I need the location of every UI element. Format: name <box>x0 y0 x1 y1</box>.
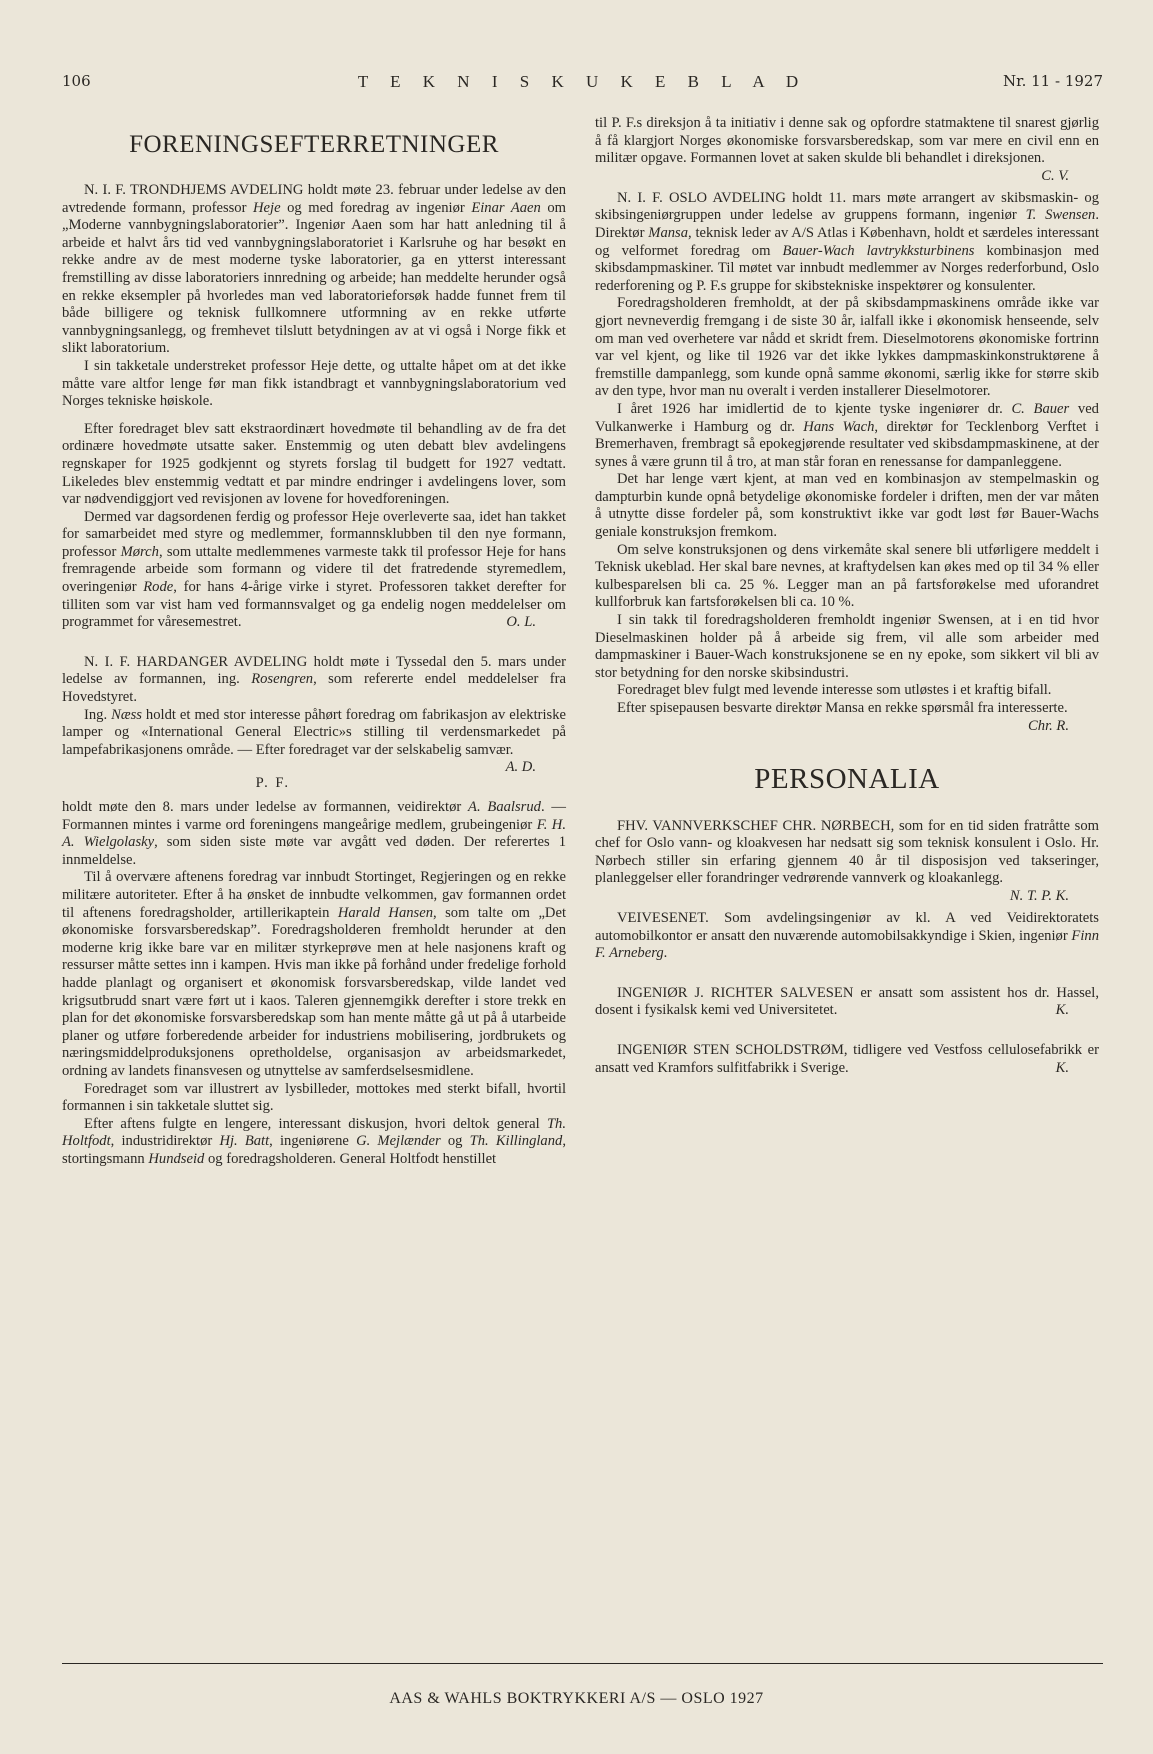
oslo-paragraph-8: Efter spisepausen besvarte direktør Mansa en rekke spørsmål fra interesserte. Chr. R. <box>595 700 1099 718</box>
page-header <box>62 72 1103 100</box>
right-column <box>595 115 1099 1077</box>
hardanger-paragraph-2: Ing. Næss holdt et med stor interesse påhørt foredrag om fabrikasjon av elektriske lamper og «International General Electric»s stilling til verdensmarkedet på lampefabrikasjonens område. — Efter foredraget var der selskabelig samvær. A. D. <box>62 706 566 776</box>
oslo-paragraph-4: Det har lenge vært kjent, at man ved en kombinasjon av stempelmaskin og dampturbin kunde opnå betydelige økonomiske fordeler i driften, men der var måten å utnytte disse fordeler på, som konstruktivt ikke var godt løst før Bauer-Wachs geniale konstruksjon fremkom. <box>595 471 1099 541</box>
pf-paragraph-1: holdt møte den 8. mars under ledelse av formannen, veidirektør A. Baalsrud. — Formannen mintes i varme ord foreningens mangeårige medlem, grubeingeniør F. H. A. Wielgolasky, som siden siste møte var avgått ved døden. Der referertes 1 innmeldelse. <box>62 799 566 868</box>
left-column <box>62 115 566 1168</box>
trondhjem-paragraph-3: Efter foredraget blev satt ekstraordinært hovedmøte til behandling av de fra det ordinære hovedmøte utsatte saker. Enstemmig og uten debatt blev avdelingens regnskaper for 1925 godkjennt og styrets forslag til budgett for 1927 vedtatt. Likeledes blev enstemmig vedtatt et par mindre endringer i avdelingens lover, som var nødvendiggjort ved revisjonen av lovene for hovedforeningen. <box>62 420 566 508</box>
pf-paragraph-3: Foredraget som var illustrert av lysbilleder, mottokes med sterkt bifall, hvortil formannen i sin takketale sluttet sig. <box>62 1080 566 1115</box>
trondhjem-paragraph-4: Dermed var dagsordenen ferdig og professor Heje overleverte saa, idet han takket for samarbeidet med styre og medlemmer, formannsklubben til den nye formann, professor Mørch, som uttalte medlemmenes varmeste takk til professor Heje for hans fremragende arbeide som formann og videre til det fratredende styremedlem, overingeniør Rode, for hans 4-årige virke i styret. Professoren takket derefter for tilliten som var vist ham ved formannsvalget og ga endelig nogen meddelelser om programmet for våresemestret. O. L. <box>62 508 566 631</box>
trondhjem-paragraph-1: N. I. F. TRONDHJEMS AVDELING holdt møte 23. februar under ledelse av den avtredende formann, professor Heje og med foredrag av ingeniør Einar Aaen om „Moderne vannbygningslaboratorier”. Ingeniør Aaen som har hatt anledning til å arbeide et halvt års tid ved vannbygningslaboratoriet i Karlsruhe og har besøkt en rekke andre av de mest moderne tyske laboratorier, ga en ytterst interessant fremstilling av disse laboratoriers innredning og arbeide; han meddelte herunder også en rekke eksempler på hvorledes man ved laboratorieforsøk hadde funnet frem til både billigere og teknisk fullkomnere utformning av en rekke utførte vannbygningsanlegg, og fremhevet tilslutt betydningen av at vi også i Norge fikk et slikt laboratorium. <box>62 182 566 357</box>
trondhjem-paragraph-2: I sin takketale understreket professor Heje dette, og uttalte håpet om at det ikke måtte vare altfor lenge før man fikk istandbragt et vannbygningslaboratorium ved Norges tekniske høiskole. <box>62 357 566 410</box>
oslo-paragraph-1: N. I. F. OSLO AVDELING holdt 11. mars møte arrangert av skibsmaskin- og skibsingeniørgruppen under ledelse av gruppens formann, ingeniør T. Swensen. Direktør Mansa, teknisk leder av A/S Atlas i København, holdt et særdeles interessant og velformet foredrag om Bauer-Wach lavtrykksturbinens kombinasjon med skibsdampmaskiner. Til møtet var innbudt medlemmer av Norges rederforbund, Oslo rederforening og P. F.s gruppe for skibstekniske inspektører og konsulenter. <box>595 189 1099 294</box>
oslo-paragraph-2: Foredragsholderen fremholdt, at der på skibsdampmaskinens område ikke var gjort nevneverdig fremgang i de siste 30 år, ialfall ikke i økonomisk henseende, selv om man ved overhetere var nådd et skridt frem. Dieselmotorens økonomiske fortrinn var vel kjent, og like til 1926 var det ikke lykkes dampmaskinkonstruktørene å fremstille dampanlegg, som kunde opnå samme økonomi, særlig ikke for større skib av den type, hvor man nu overalt i verden installerer Dieselmotorer. <box>595 295 1099 400</box>
personalia-item-salvesen: INGENIØR J. RICHTER SALVESEN er ansatt som assistent hos dr. Hassel, dosent i fysikalsk kemi ved Universitetet. K. <box>595 984 1099 1019</box>
pf-paragraph-4: Efter aftens fulgte en lengere, interessant diskusjon, hvori deltok general Th. Holtfodt, industridirektør Hj. Batt, ingeniørene G. Mejlænder og Th. Killingland, stortingsmann Hundseid og foredragsholderen. General Holtfodt henstillet <box>62 1115 566 1167</box>
signature: O. L. <box>506 614 536 631</box>
signature: N. T. P. K. <box>1009 887 1069 904</box>
hardanger-paragraph-1: N. I. F. HARDANGER AVDELING holdt møte i Tyssedal den 5. mars under ledelse av formannen, ing. Rosengren, som refererte endel meddelelser fra Hovedstyret. <box>62 653 566 706</box>
oslo-paragraph-6: I sin takk til foredragsholderen fremholdt ingeniør Swensen, at i en tid hvor Dieselmaskinen holder på å arbeide sig frem, vil alle som arbeider med dampmaskiner i Bauer-Wach konstruksjonene se en ny epoke, som sikkert vil bli av stor betydning for den norske skibsindustri. <box>595 612 1099 681</box>
pf-heading: P. F. <box>255 775 290 792</box>
personalia-item-norbech: FHV. VANNVERKSCHEF CHR. NØRBECH, som for en tid siden fratråtte som chef for Oslo vann- og kloakvesen har nedsatt sig som teknisk konsulent i Oslo. Hr. Nørbech stiller sin erfaring gjennem 40 år til disposisjon ved takseringer, planleggelser eller forandringer vedrørende vannverk og kloakanlegg. N. T. P. K. <box>595 817 1099 904</box>
oslo-paragraph-5: Om selve konstruksjonen og dens virkemåte skal senere bli utførligere meddelt i Teknisk ukeblad. Her skal bare nevnes, at kraftydelsen kan økes med op til 34 % eller kulbesparelsen bli ca. 25 %. Legger man an på fartsforøkelse med uforandret kullforbruk kan fartsforøkelsen bli ca. 10 %. <box>595 541 1099 611</box>
signature: K. <box>1055 1059 1069 1076</box>
pf-continuation: til P. F.s direksjon å ta initiativ i denne sak og opfordre statmaktene til snarest gjørlig å få klargjort Norges økonomiske forsvarsberedskap, som var mere en civil enn en militær opgave. Formannen lovet at saken skulde bli behandlet i direksjonen. C. V. <box>595 115 1099 184</box>
signature: K. <box>1055 1002 1069 1019</box>
oslo-paragraph-7: Foredraget blev fulgt med levende interesse som utløstes i et kraftig bifall. <box>617 682 1052 699</box>
section-heading-personalia: PERSONALIA <box>754 762 940 795</box>
journal-title: T E K N I S K U K E B L A D <box>357 72 808 91</box>
pf-paragraph-2: Til å overvære aftenens foredrag var innbudt Stortinget, Regjeringen og en rekke militære autoriteter. Efter å ha ønsket de innbudte velkommen, gav formannen ordet til aftenens foredragsholder, artillerikaptein Harald Hansen, som talte om „Det økonomiske forsvarsberedskap”. Foredragsholderen fremholdt herunder at den moderne krig ikke bare var en militær styrkeprøve men at hele nasjonens kraft og ressurser måtte settes inn i kampen. Hvis man ikke på forhånd under fredelige forhold hadde planlagt og organisert et økonomisk forsvarsberedskap, vilde landet ved krigsutbrudd snart være ført ut i kaos. Talеren gjennemgikk derefter i store trekk en plan for det økonomiske forsvarsberedskap som han mente måtte gå ut på å utarbeide planer og utføre forberedende arbeider for industriens mobilisering, jordbrukets og næringsmiddelproduksjonens opretholdelse, organisasjon av arbeidsmarkedet, ordning av landets finansvesen og utnyttelse av samferdselsesmidlene. <box>62 869 566 1079</box>
signature: Chr. R. <box>1028 717 1069 734</box>
section-heading-foreningsefterretninger: FORENINGSEFTERRETNINGER <box>129 131 499 158</box>
issue-number: Nr. 11 - 1927 <box>1002 72 1103 90</box>
signature: A. D. <box>505 759 536 776</box>
signature: C. V. <box>1041 167 1069 184</box>
personalia-item-scholdstrom: INGENIØR STEN SCHOLDSTRØM, tidligere ved Vestfoss cellulosefabrikk er ansatt ved Kramfors sulfitfabrikk i Sverige. K. <box>595 1041 1099 1076</box>
footer-rule <box>62 1663 1103 1664</box>
personalia-item-veivesenet: VEIVESENET. Som avdelingsingeniør av kl. A ved Veidirektoratets automobilkontor er ansatt den nuværende automobilsakkyndige i Skien, ingeniør Finn F. Arneberg. <box>595 909 1099 962</box>
printer-imprint: AAS & WAHLS BOKTRYKKERI A/S — OSLO 1927 <box>389 1690 764 1707</box>
page-number: 106 <box>62 72 91 90</box>
oslo-paragraph-3: I året 1926 har imidlertid de to kjente tyske ingeniører dr. C. Bauer ved Vulkanwerke i Hamburg og dr. Hans Wach, direktør for Tecklenborg Verftet i Bremerhaven, frembragt så epokegjørende resultater ved skibsdampmaskinene, at der synes å være grunn til å tro, at man står foran en renessanse for dampanleggene. <box>595 400 1099 470</box>
